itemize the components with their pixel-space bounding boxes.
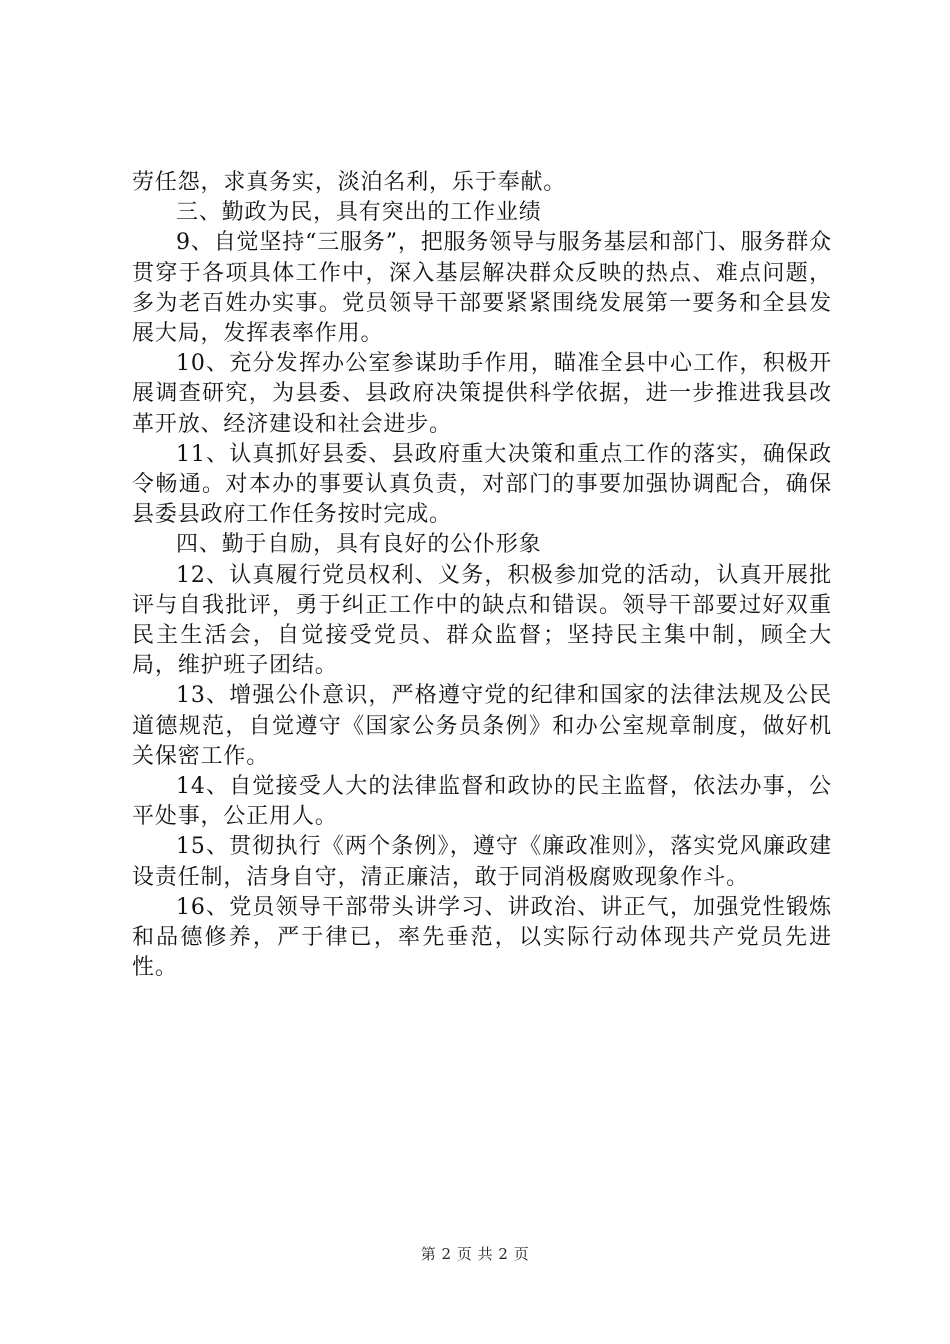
paragraph-item-12: 12、认真履行党员权利、义务，积极参加党的活动，认真开展批评与自我批评，勇于纠正工作中的缺点和错误。领导干部要过好双重民主生活会，自觉接受党员、群众监督；坚持民主集中制，顾全大局，维护班子团结。 (132, 562, 832, 679)
section-heading-4: 四、勤于自励，具有良好的公仆形象 (176, 532, 542, 558)
paragraph-item-16: 16、党员领导干部带头讲学习、讲政治、讲正气，加强党性锻炼和品德修养，严于律已，率先垂范，以实际行动体现共产党员先进性。 (132, 894, 832, 981)
paragraph-item-14: 14、自觉接受人大的法律监督和政协的民主监督，依法办事，公平处事，公正用人。 (132, 774, 832, 830)
paragraph-item-10: 10、充分发挥办公室参谋助手作用，瞄准全县中心工作，积极开展调查研究，为县委、县政府决策提供科学依据，进一步推进我县改革开放、经济建设和社会进步。 (132, 351, 832, 437)
page-number-footer: 第 2 页 共 2 页 (420, 1245, 530, 1263)
section-heading-3: 三、勤政为民，具有突出的工作业绩 (176, 200, 542, 226)
paragraph-item-13: 13、增强公仆意识，严格遵守党的纪律和国家的法律法规及公民道德规范，自觉遵守《国家公务员条例》和办公室规章制度，做好机关保密工作。 (132, 683, 832, 769)
paragraph-continuation: 劳任怨，求真务实，淡泊名利，乐于奉献。 (132, 170, 567, 195)
paragraph-item-11: 11、认真抓好县委、县政府重大决策和重点工作的落实，确保政令畅通。对本办的事要认真负责，对部门的事要加强协调配合，确保县委县政府工作任务按时完成。 (132, 441, 832, 528)
paragraph-item-15: 15、贯彻执行《两个条例》，遵守《廉政准则》，落实党风廉政建设责任制，洁身自守，清正廉洁，敢于同消极腐败现象作斗。 (132, 834, 832, 890)
paragraph-item-9: 9、自觉坚持“三服务”，把服务领导与服务基层和部门、服务群众贯穿于各项具体工作中，深入基层解决群众反映的热点、难点问题，多为老百姓办实事。党员领导干部要紧紧围绕发展第一要务和全县发展大局，发挥表率作用。 (132, 230, 832, 347)
document-body (132, 168, 832, 983)
